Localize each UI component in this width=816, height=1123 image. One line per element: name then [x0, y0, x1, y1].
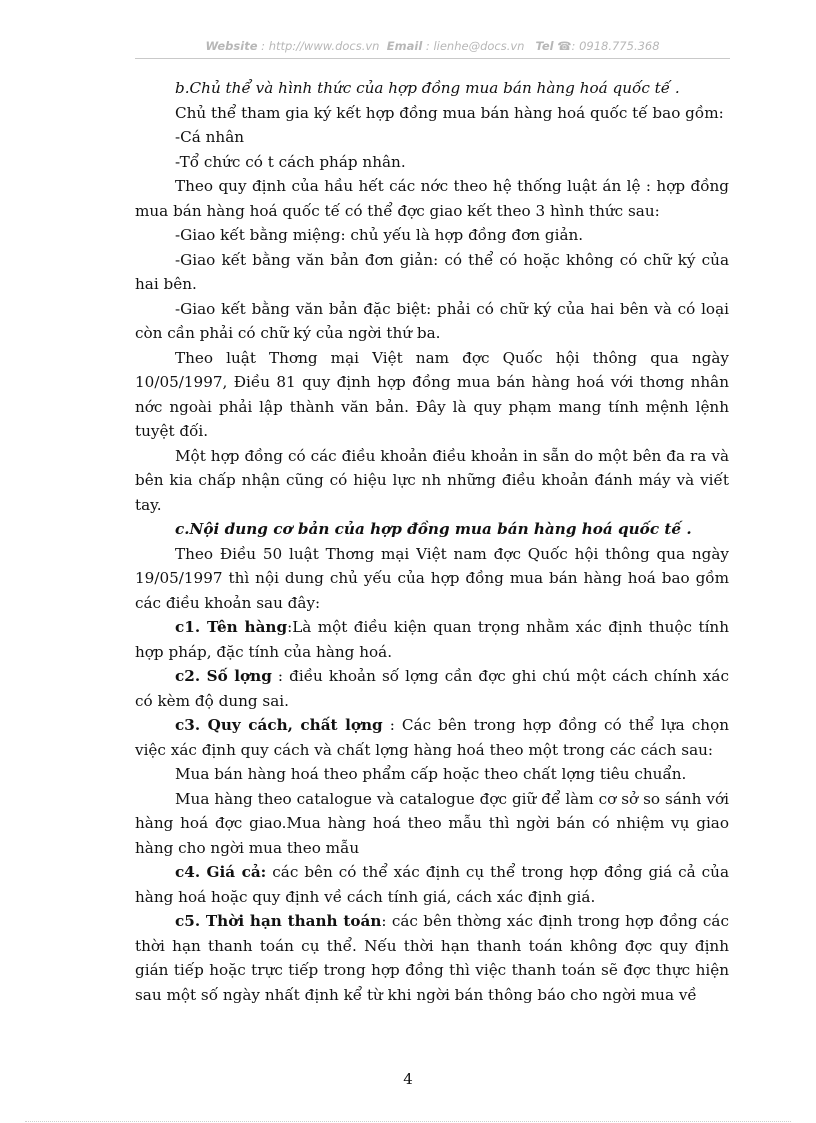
website-label: Website — [205, 39, 258, 53]
clause-c2 — [135, 664, 729, 713]
website-value: : http://www.docs.vn — [261, 39, 380, 53]
header-divider — [135, 58, 730, 59]
clause-c1 — [135, 615, 729, 664]
clause-title: c5. Thời hạn thanh toán — [175, 912, 382, 930]
tel-value: ☎: 0918.775.368 — [557, 39, 660, 53]
section-heading-c: c.Nội dung cơ bản của hợp đồng mua bán hàng hoá quốc tế . — [175, 520, 692, 538]
section-heading-b: b.Chủ thể và hình thức của hợp đồng mua bán hàng hoá quốc tế . — [175, 79, 680, 97]
clause-title: c2. Số lợng — [175, 667, 272, 685]
paragraph: Chủ thể tham gia ký kết hợp đồng mua bán hàng hoá quốc tế bao gồm: — [175, 103, 724, 122]
clause-text: : điều khoản số lợng cần đợc ghi chú một cách chính xác có kèm độ dung sai. — [135, 667, 729, 710]
page-header — [135, 39, 730, 53]
list-item: -Giao kết bằng văn bản đặc biệt: phải có chữ ký của hai bên và có loại còn cần phải có chữ ký của ngời thứ ba. — [135, 299, 729, 342]
clause-title: c4. Giá cả: — [175, 863, 267, 881]
paragraph: Theo Điều 50 luật Thơng mại Việt nam đợc Quốc hội thông qua ngày 19/05/1997 thì nội dung chủ yếu của hợp đồng mua bán hàng hoá bao gồm các điều khoản sau đây: — [135, 544, 729, 612]
list-item: -Cá nhân — [175, 128, 245, 146]
clause-text: : các bên thờng xác định trong hợp đồng các thời hạn thanh toán cụ thể. Nếu thời hạn thanh toán không đợc quy định gián tiếp hoặc trực tiếp trong hợp đồng thì việc thanh toán sẽ đợc thực hiện sau một số ngày nhất định kể từ khi ngời bán thông báo cho ngời mua về — [135, 912, 729, 1004]
footer-divider — [25, 1121, 791, 1122]
paragraph: Một hợp đồng có các điều khoản điều khoản in sẵn do một bên đa ra và bên kia chấp nhận cũng có hiệu lực nh những điều khoản đánh máy và viết tay. — [135, 446, 729, 514]
paragraph: Theo quy định của hầu hết các nớc theo hệ thống luật án lệ : hợp đồng mua bán hàng hoá quốc tế có thể đợc giao kết theo 3 hình thức sau: — [135, 177, 729, 220]
email-value: : lienhe@docs.vn — [425, 39, 525, 53]
page-number: 4 — [403, 1070, 413, 1088]
email-label: Email — [386, 39, 423, 53]
clause-c3 — [135, 713, 729, 762]
list-item: -Giao kết bằng miệng: chủ yếu là hợp đồng đơn giản. — [175, 226, 584, 244]
list-item: -Tổ chức có t cách pháp nhân. — [175, 152, 406, 171]
clause-text: : Các bên trong hợp đồng có thể lựa chọn việc xác định quy cách và chất lợng hàng hoá theo một trong các cách sau: — [135, 716, 729, 759]
clause-c4 — [135, 860, 729, 909]
clause-text: các bên có thể xác định cụ thể trong hợp đồng giá cả của hàng hoá hoặc quy định về cách tính giá, cách xác định giá. — [135, 863, 730, 906]
clause-text: :Là một điều kiện quan trọng nhằm xác định thuộc tính hợp pháp, đặc tính của hàng hoá. — [135, 618, 729, 661]
paragraph: Mua hàng theo catalogue và catalogue đợc giữ để làm cơ sở so sánh với hàng hoá đợc giao.Mua hàng hoá theo mẫu thì ngời bán có nhiệm vụ giao hàng cho ngời mua theo mẫu — [135, 789, 729, 857]
list-item: -Giao kết bằng văn bản đơn giản: có thể có hoặc không có chữ ký của hai bên. — [135, 250, 729, 293]
tel-label: Tel — [535, 39, 554, 53]
document-body — [135, 76, 729, 1007]
clause-title: c1. Tên hàng — [175, 618, 288, 636]
paragraph: Theo luật Thơng mại Việt nam đợc Quốc hội thông qua ngày 10/05/1997, Điều 81 quy định hợp đồng mua bán hàng hoá với thơng nhân nớc ngoài phải lập thành văn bản. Đây là quy phạm mang tính mệnh lệnh tuyệt đối. — [135, 348, 729, 440]
clause-c5 — [135, 909, 729, 1007]
clause-title: c3. Quy cách, chất lợng — [175, 716, 383, 734]
paragraph: Mua bán hàng hoá theo phẩm cấp hoặc theo chất lợng tiêu chuẩn. — [175, 765, 687, 783]
